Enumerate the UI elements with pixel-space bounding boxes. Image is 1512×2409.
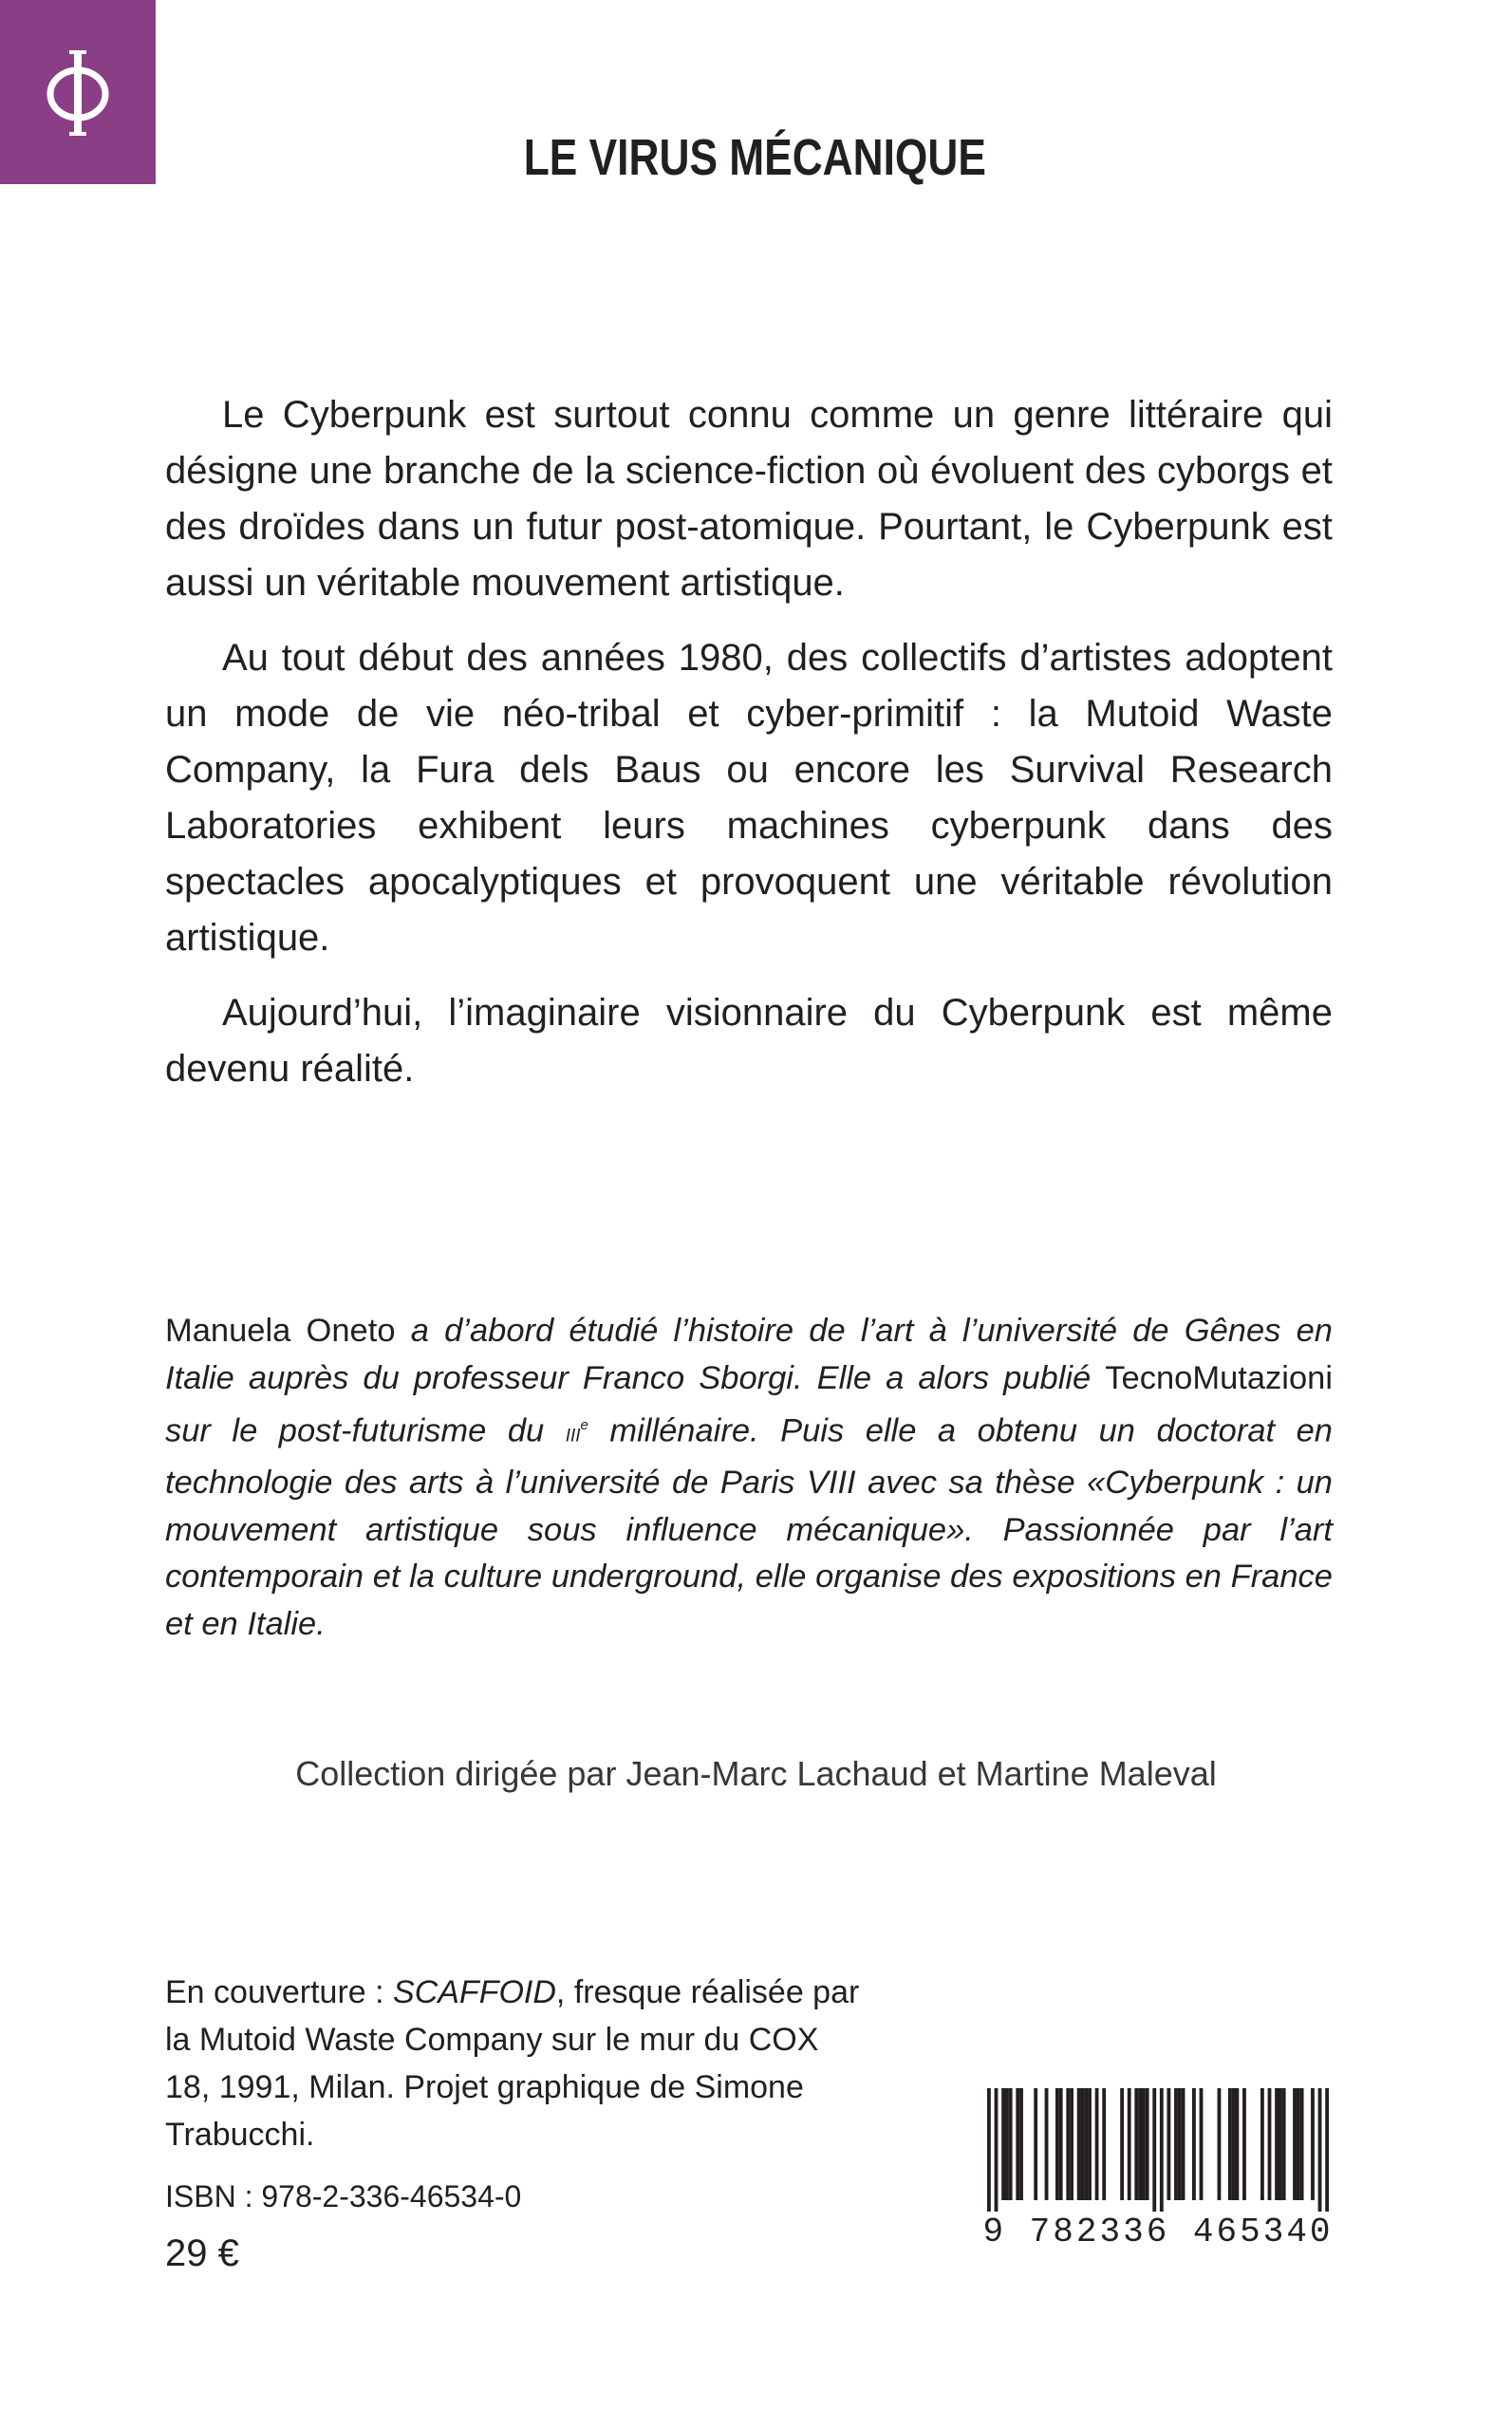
barcode-bar-44 xyxy=(1297,2088,1300,2200)
barcode-bar-28 xyxy=(1174,2088,1178,2200)
barcode-bar-48 xyxy=(1325,2088,1329,2212)
barcode-bar-30 xyxy=(1182,2088,1185,2200)
barcode-bar-17 xyxy=(1095,2088,1099,2200)
barcode-bar-23 xyxy=(1142,2088,1146,2200)
barcode-icon xyxy=(978,2088,1338,2212)
book-reference: TecnoMutazioni xyxy=(1105,1359,1333,1396)
barcode-bar-16 xyxy=(1088,2088,1092,2200)
barcode xyxy=(978,2088,1338,2306)
credits-rest: , fresque réalisée par la Mutoid Waste Company sur le mur du COX 18, 1991, Milan. Projet graphique de Simone Trabucchi. xyxy=(165,1974,860,2153)
barcode-bar-29 xyxy=(1178,2088,1182,2200)
publisher-logo xyxy=(0,0,156,184)
barcode-bar-46 xyxy=(1311,2088,1315,2200)
barcode-bar-39 xyxy=(1268,2088,1272,2200)
millennium-suffix: e xyxy=(580,1417,588,1433)
summary-paragraph-3: Aujourd’hui, l’imaginaire visionnaire du Cyberpunk est même devenu réalité. xyxy=(165,992,1333,1090)
barcode-bar-5 xyxy=(1016,2088,1019,2200)
barcode-bar-42 xyxy=(1282,2088,1286,2200)
barcode-bar-8 xyxy=(1045,2088,1049,2200)
barcode-bar-35 xyxy=(1232,2088,1236,2200)
barcode-bar-15 xyxy=(1084,2088,1088,2200)
barcode-bar-34 xyxy=(1228,2088,1232,2200)
millennium-numeral: III xyxy=(565,1426,581,1447)
barcode-bar-27 xyxy=(1167,2088,1170,2200)
bio-text-2: sur le post-futurisme du xyxy=(165,1412,566,1449)
barcode-bar-25 xyxy=(1152,2088,1156,2212)
barcode-bar-31 xyxy=(1192,2088,1196,2200)
bio-text-1: a d’abord étudié l’histoire de l’art à l’université de Gênes en Italie auprès du professeur Franco Sborgi. Elle a alors publié xyxy=(165,1313,1333,1396)
book-title: LE VIRUS MÉCANIQUE xyxy=(523,129,986,186)
barcode-bar-40 xyxy=(1275,2088,1279,2200)
barcode-bar-26 xyxy=(1160,2088,1164,2212)
author-name: Manuela Oneto xyxy=(165,1313,396,1349)
barcode-bar-9 xyxy=(1055,2088,1059,2200)
barcode-bar-19 xyxy=(1120,2088,1124,2200)
barcode-bar-22 xyxy=(1138,2088,1142,2200)
summary xyxy=(165,387,1333,1116)
barcode-bar-20 xyxy=(1128,2088,1131,2200)
barcode-digits: 9 782336 465340 xyxy=(978,2212,1338,2253)
bio-text-3: millénaire. Puis elle a obtenu un doctorat en technologie des arts à l’université de Paris VIII avec sa thèse «Cyberpunk : un mouvement artistique sous influence mécanique». Passionnée par l’art contemporain et la culture underground, elle organise des expositions en France et en Italie. xyxy=(165,1412,1333,1642)
cover-credits xyxy=(165,1969,868,2158)
barcode-bar-47 xyxy=(1318,2088,1322,2212)
barcode-bar-0 xyxy=(987,2088,991,2212)
barcode-bar-6 xyxy=(1019,2088,1023,2200)
barcode-bar-43 xyxy=(1293,2088,1297,2200)
barcode-bar-41 xyxy=(1279,2088,1282,2200)
barcode-bar-36 xyxy=(1235,2088,1239,2200)
barcode-bar-13 xyxy=(1077,2088,1081,2200)
barcode-bar-1 xyxy=(995,2088,999,2212)
collection-credit: Collection dirigée par Jean-Marc Lachaud et Martine Maleval xyxy=(295,1754,1217,1793)
summary-paragraph-2: Au tout début des années 1980, des collectifs d’artistes adoptent un mode de vie néo-tribal et cyber-primitif : la Mutoid Waste Company, la Fura dels Baus ou encore les Survival Research Laboratories exhibent leurs machines cyberpunk dans des spectacles apocalyptiques et provoquent une véritable révolution artistique. xyxy=(165,637,1333,959)
author-bio xyxy=(165,1308,1333,1648)
isbn: ISBN : 978-2-336-46534-0 xyxy=(165,2179,522,2213)
barcode-bar-2 xyxy=(1001,2088,1005,2200)
barcode-bar-18 xyxy=(1102,2088,1106,2200)
barcode-bar-24 xyxy=(1146,2088,1149,2200)
barcode-bar-38 xyxy=(1260,2088,1264,2200)
barcode-bar-4 xyxy=(1009,2088,1013,2200)
barcode-bar-33 xyxy=(1218,2088,1222,2200)
barcode-bar-45 xyxy=(1300,2088,1304,2200)
price: 29 € xyxy=(165,2232,239,2274)
cover-work-title: SCAFFOID xyxy=(393,1974,556,2010)
phi-icon xyxy=(40,45,116,140)
credits-prefix: En couverture : xyxy=(165,1974,394,2010)
barcode-bar-3 xyxy=(1005,2088,1009,2200)
summary-paragraph-1: Le Cyberpunk est surtout connu comme un genre littéraire qui désigne une branche de la science-fiction où évoluent des cyborgs et des droïdes dans un futur post-atomique. Pourtant, le Cyberpunk est aussi un véritable mouvement artistique. xyxy=(165,394,1333,604)
barcode-bar-21 xyxy=(1134,2088,1138,2200)
barcode-bar-7 xyxy=(1034,2088,1037,2200)
barcode-bar-11 xyxy=(1066,2088,1070,2200)
barcode-bar-10 xyxy=(1059,2088,1063,2200)
barcode-bar-14 xyxy=(1081,2088,1085,2200)
barcode-bar-32 xyxy=(1200,2088,1204,2200)
barcode-bar-12 xyxy=(1070,2088,1073,2200)
barcode-bar-37 xyxy=(1242,2088,1246,2200)
